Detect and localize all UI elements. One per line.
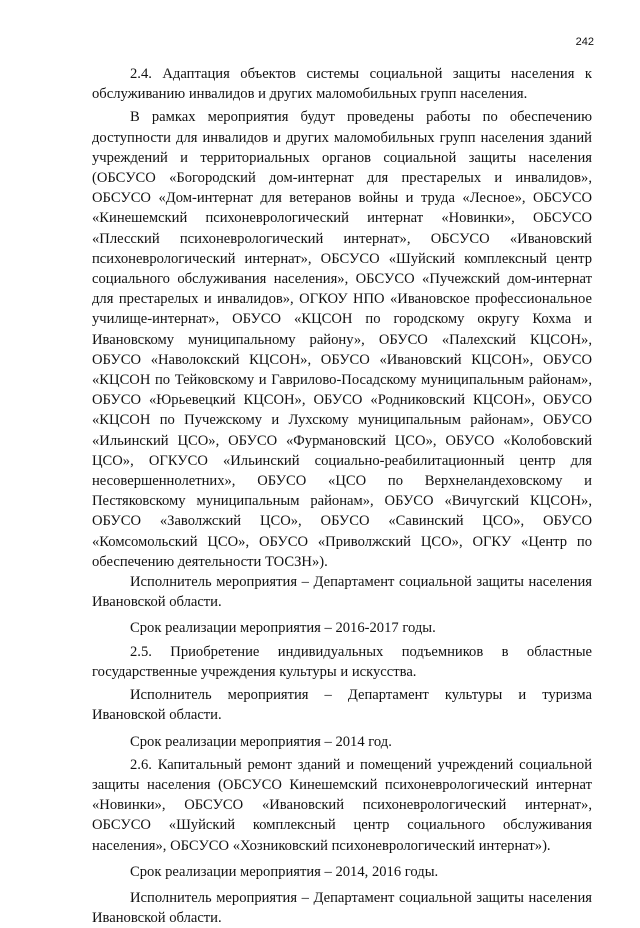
paragraph-2-4-deadline: Срок реализации мероприятия – 2016-2017 годы. xyxy=(130,620,436,637)
paragraph-2-4-description: В рамках мероприятия будут проведены работы по обеспечению доступности для инвалидов и других маломобильных групп населения зданий учреждений и территориальных органов социальной защиты населения (ОБСУСО «Богородский дом-интернат для престарелых и инвалидов», ОБСУСО «Дом-интернат для ветеранов войны и труда «Лесное», ОБСУСО «Кинешемский психоневрологический интернат «Новинки», ОБСУСО «Плесский психоневрологический интернат», ОБСУСО «Ивановский психоневрологический интернат», ОБСУСО «Шуйский комплексный центр социального обслуживания населения», ОБСУСО «Пучежский дом-интернат для престарелых и инвалидов», ОГКОУ НПО «Ивановское профессиональное училище-интернат», ОБУСО «КЦСОН по городскому округу Кохма и Ивановскому муниципальному району», ОБУСО «Палехский КЦСОН», ОБУСО «Наволокский КЦСОН», ОБУСО «Ивановский КЦСОН», ОБУСО «КЦСОН по Тейковскому и Гаврилово-Посадскому муниципальным районам», ОБУСО «Юрьевецкий КЦСОН», ОБУСО «Родниковский КЦСОН», ОБУСО «КЦСОН по Пучежскому и Лухскому муниципальным районам», ОБУСО «Ильинский ЦСО», ОБУСО «Фурмановский ЦСО», ОБУСО «Колобовский ЦСО», ОГКУСО «Ильинский социально-реабилитационный центр для несовершеннолетних», ОБУСО «ЦСО по Верхнеландеховскому и Пестяковскому муниципальным районам», ОБУСО «Вичугский КЦСОН», ОБУСО «Заволжский ЦСО», ОБУСО «Савинский ЦСО», ОБУСО «Комсомольский ЦСО», ОБУСО «Приволжский ЦСО», ОГКУ «Центр по обеспечению деятельности ТОСЗН»). xyxy=(92,109,592,570)
paragraph-2-5-executor: Исполнитель мероприятия – Департамент культуры и туризма Ивановской области. xyxy=(92,687,592,724)
paragraph-2-5-deadline: Срок реализации мероприятия – 2014 год. xyxy=(130,733,392,750)
paragraph-2-4-executor: Исполнитель мероприятия – Департамент социальной защиты населения Ивановской области. xyxy=(92,574,592,611)
page-number: 242 xyxy=(575,36,594,48)
document-body xyxy=(92,64,592,928)
paragraph-2-6-heading: 2.6. Капитальный ремонт зданий и помещений учреждений социальной защиты населения (ОБСУСО Кинешемский психоневрологический интернат «Новинки», ОБСУСО «Ивановский психоневрологический интернат», ОБСУСО «Шуйский комплексный центр социального обслуживания населения», ОБСУСО «Хозниковский психоневрологический интернат»). xyxy=(92,756,592,854)
paragraph-2-4-heading: 2.4. Адаптация объектов системы социальной защиты населения к обслуживанию инвалидов и других маломобильных групп населения. xyxy=(92,66,592,103)
paragraph-2-5-heading: 2.5. Приобретение индивидуальных подъемников в областные государственные учреждения культуры и искусства. xyxy=(92,643,592,680)
paragraph-2-6-executor: Исполнитель мероприятия – Департамент социальной защиты населения Ивановской области. xyxy=(92,889,592,927)
paragraph-2-6-deadline: Срок реализации мероприятия – 2014, 2016 годы. xyxy=(130,863,439,880)
